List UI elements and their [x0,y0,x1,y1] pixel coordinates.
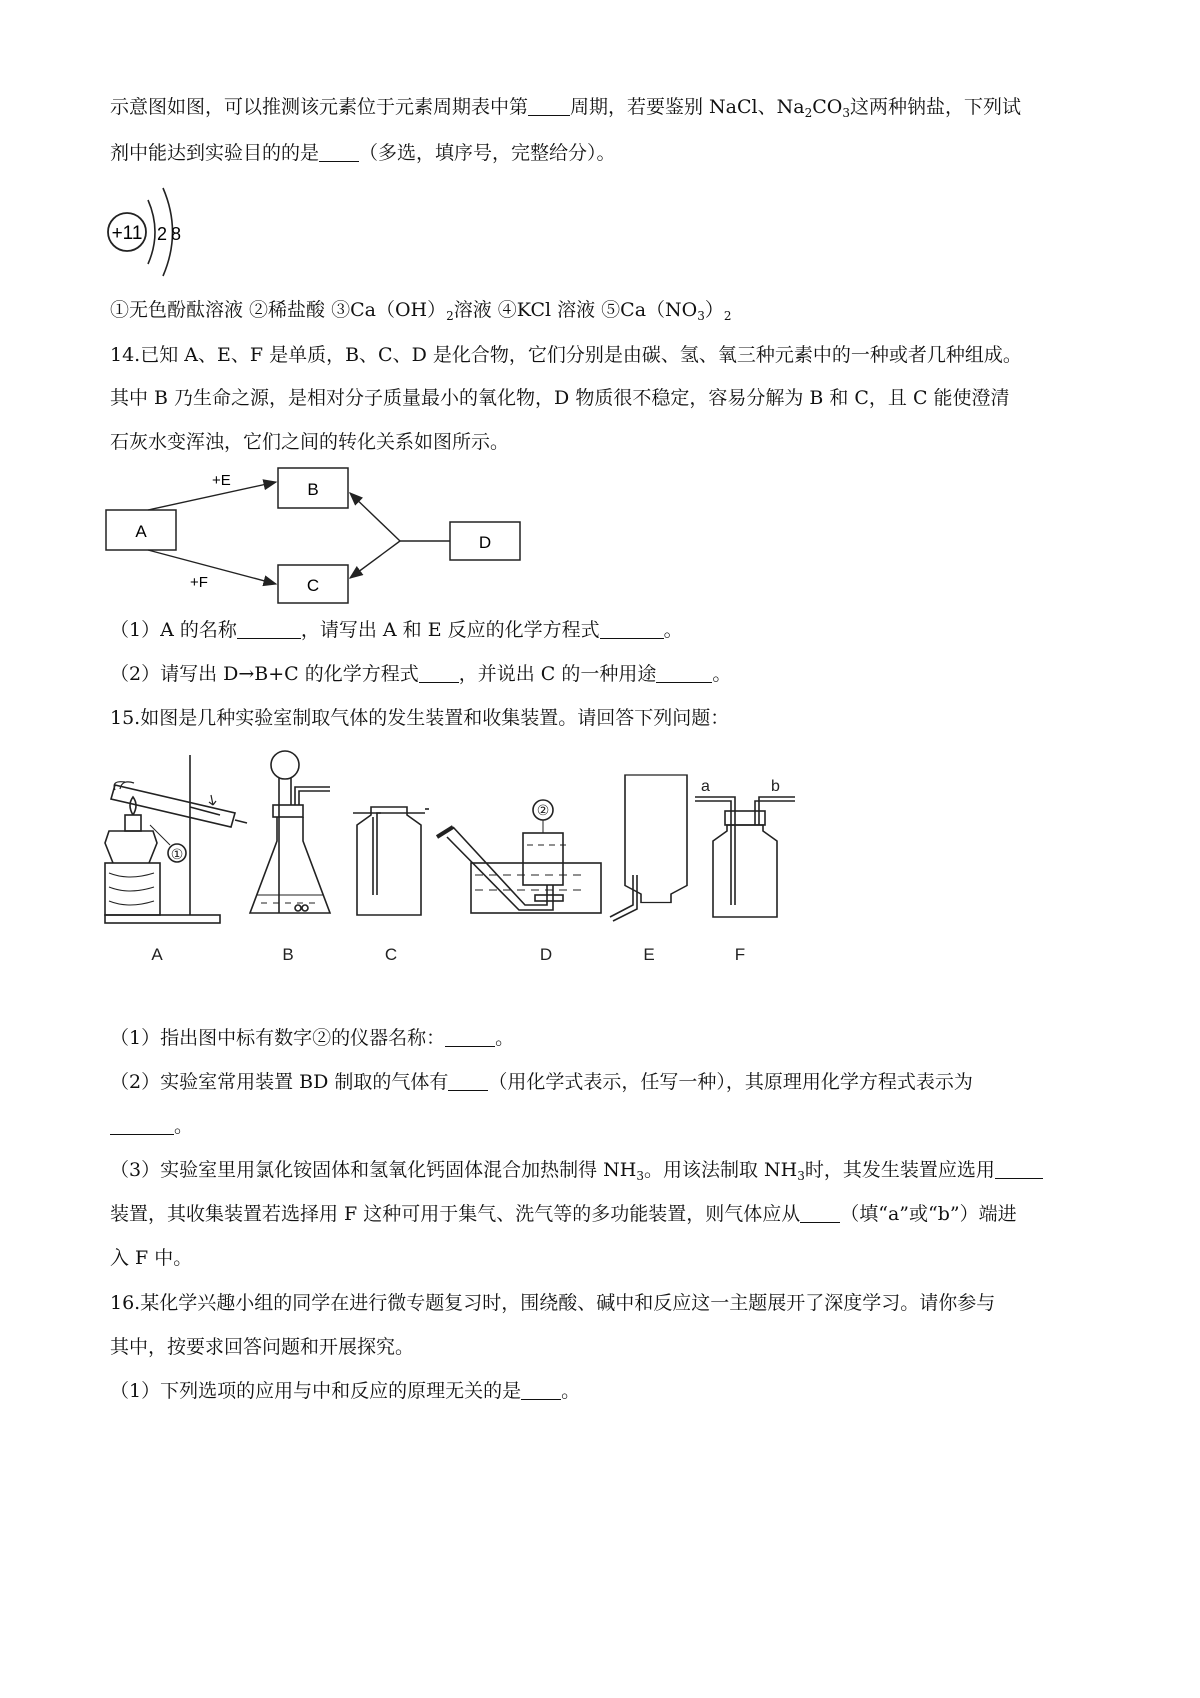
svg-text:+E: +E [212,472,231,489]
blank[interactable] [656,662,712,683]
q15-sub3-cont: 装置，其收集装置若选择用 F 这种可用于集气、洗气等的多功能装置，则气体应从 （填“a”或“b”）端进 [110,1203,1017,1225]
svg-text:①: ① [170,846,184,862]
apparatus-F [695,778,795,917]
apparatus-D [437,800,601,913]
q14-line3: 石灰水变浑浊，它们之间的转化关系如图所示。 [110,431,510,453]
lab-apparatus-figure [95,745,815,975]
apparatus-labels [151,945,745,964]
blank[interactable] [319,141,359,162]
blank[interactable] [445,1026,495,1047]
q14-line2: 其中 B 乃生命之源，是相对分子质量最小的氧化物，D 物质很不稳定，容易分解为 B 和 C，且 C 能使澄清 [110,387,1010,409]
label-C: C [384,945,398,964]
q15-sub3: （3）实验室里用氯化铵固体和氢氧化钙固体混合加热制得 $NH_3$。用该法制取 $NH_3$时，其发生装置应选用 [110,1156,1100,1184]
svg-text:A: A [135,522,147,541]
blank[interactable] [448,1070,488,1091]
blank[interactable] [110,1114,174,1135]
q16-line1: 16.某化学兴趣小组的同学在进行微专题复习时，围绕酸、碱中和反应这一主题展开了深度学习。请你参与 [110,1292,996,1314]
q16-line2: 其中，按要求回答问题和开展探究。 [110,1336,415,1358]
svg-text:+F: +F [190,574,208,591]
atom-nucleus: +11 [111,223,143,244]
svg-text:B: B [307,480,319,499]
q15-sub3-end: 入 F 中。 [110,1247,193,1269]
q14-sub2: （2）请写出 D→B+C 的化学方程式 ，并说出 C 的一种用途 。 [110,663,732,685]
blank[interactable] [237,618,301,639]
svg-text:C: C [306,576,320,595]
apparatus-B [250,751,330,913]
blank[interactable] [600,618,664,639]
svg-text:b: b [771,778,780,795]
blank[interactable] [521,1379,561,1400]
apparatus-C [353,807,429,915]
q16-sub1: （1）下列选项的应用与中和反应的原理无关的是 。 [110,1380,581,1402]
blank[interactable] [528,95,570,116]
label-B: B [282,945,294,964]
blank[interactable] [995,1158,1043,1179]
label-E: E [643,945,655,964]
apparatus-E [610,775,687,921]
shell-2-electrons: 8 [171,224,182,244]
q14-sub1: （1）A 的名称 ，请写出 A 和 E 反应的化学方程式 。 [110,619,683,641]
q15-line1: 15.如图是几种实验室制取气体的发生装置和收集装置。请回答下列问题： [110,707,730,729]
label-F: F [734,945,746,964]
q15-sub2-cont: 。 [110,1112,1100,1140]
svg-text:②: ② [536,802,550,818]
label-A: A [151,945,163,964]
arrow-A-C [148,550,276,584]
apparatus-A [105,755,247,923]
svg-text:D: D [478,533,492,552]
blank[interactable] [419,662,459,683]
atom-structure-diagram [100,180,200,280]
q15-sub2: （2）实验室常用装置 BD 制取的气体有 （用化学式表示，任写一种），其原理用化学方程式表示为 [110,1071,973,1093]
label-D: D [539,945,553,964]
shell-1-electrons: 2 [157,224,168,244]
q13-options: ①无色酚酞溶液 ②稀盐酸 $③Ca(OH)_2$溶液 ④KCl 溶液 $⑤Ca(NO_3)_2$ [110,299,732,323]
conversion-diagram [100,460,530,610]
blank[interactable] [800,1202,840,1223]
svg-text:a: a [701,778,710,795]
arrow-D-B [350,493,400,541]
q13-line1: 示意图如图，可以推测该元素位于元素周期表中第 周期，若要鉴别 NaCl、$Na_2CO_3$这两种钠盐，下列试 [110,96,1021,120]
q15-sub1: （1）指出图中标有数字②的仪器名称： 。 [110,1027,515,1049]
arrow-D-C [350,541,400,578]
q14-line1: 14.已知 A、E、F 是单质，B、C、D 是化合物，它们分别是由碳、氢、氧三种元素中的一种或者几种组成。 [110,344,1022,366]
q13-line2: 剂中能达到实验目的的是 （多选，填序号，完整给分）。 [110,142,616,164]
